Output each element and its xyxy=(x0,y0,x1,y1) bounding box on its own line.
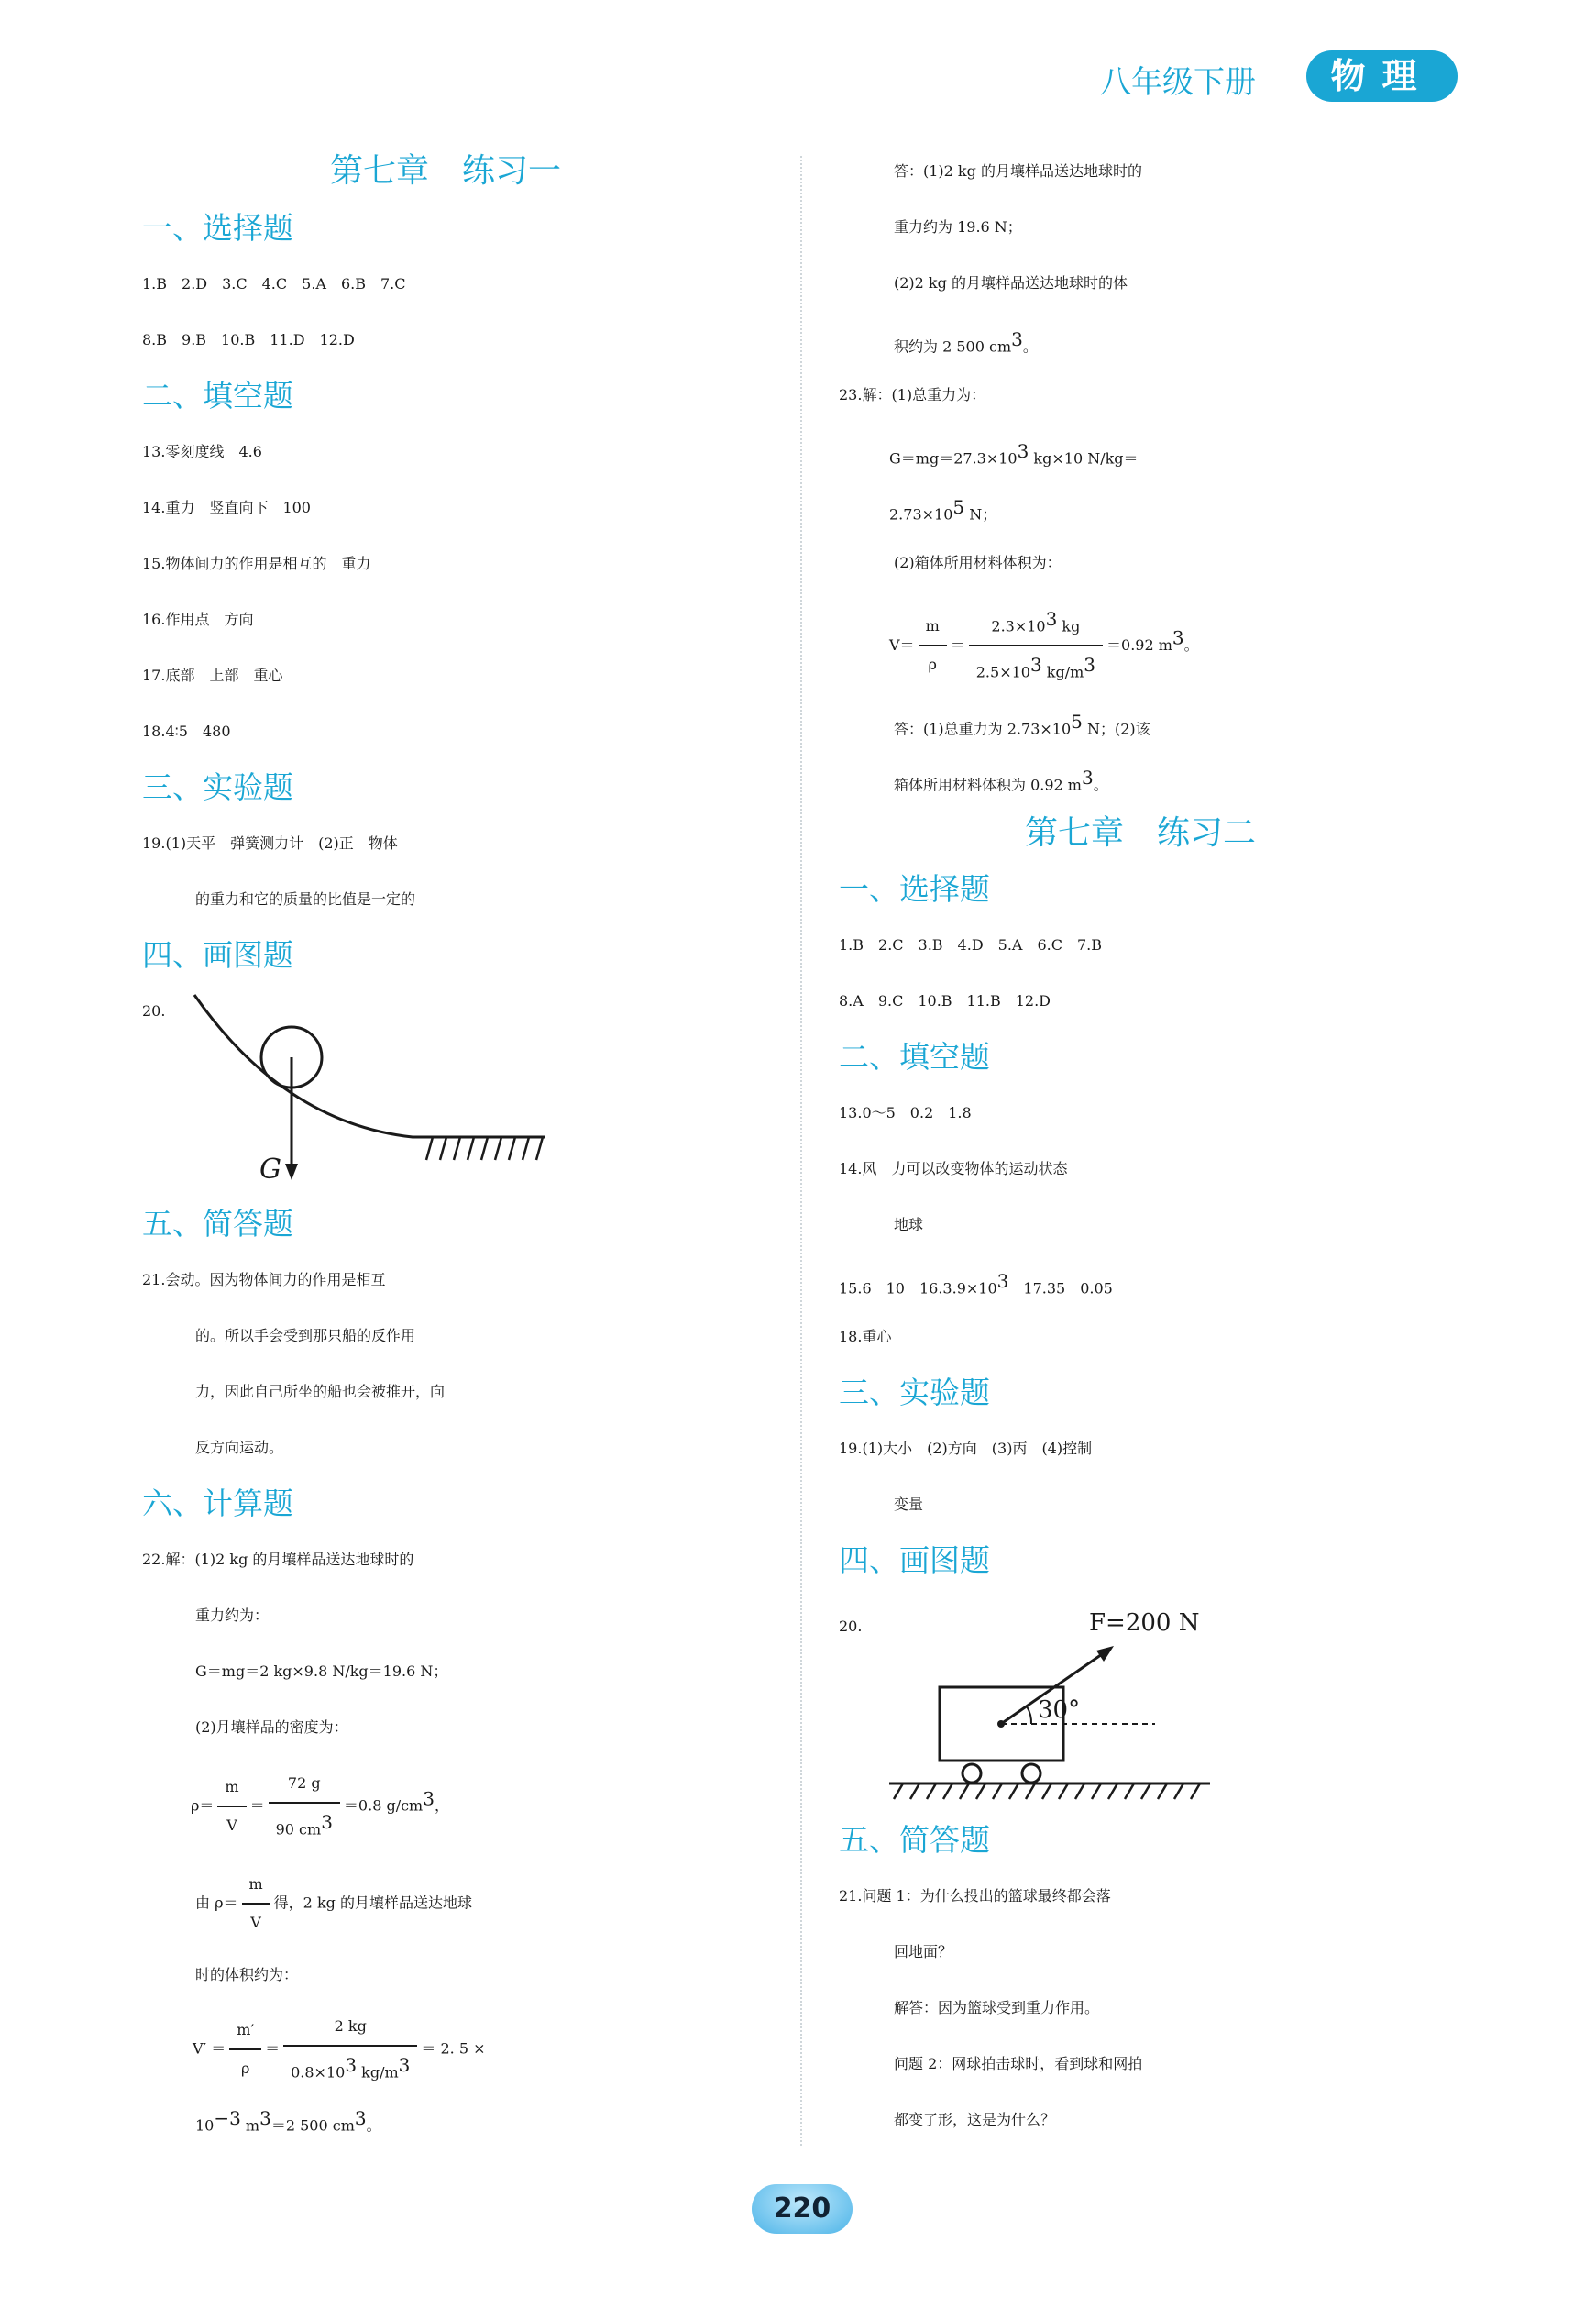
volume-formula: V′ ＝ $\frac{m'}{\rho}$ ＝ $\frac{2 kg}{0.8\times 10^3 kg/m^3}$ ＝ 2. 5 × xyxy=(193,2008,486,2091)
answer-line: 答：(1)2 kg 的月壤样品送达地球时的 xyxy=(894,162,1142,180)
gravity-label: G xyxy=(259,1154,281,1186)
answer-line: 18.重心 xyxy=(839,1328,892,1345)
answer-line: 重力约为： xyxy=(195,1607,270,1624)
answer-line: 问题 2：网球拍击球时，看到球和网拍 xyxy=(894,2055,1143,2072)
answer-line: 14.风 力可以改变物体的运动状态 xyxy=(839,1160,1068,1177)
answer-line: 1.B 2.D 3.C 4.C 5.A 6.B 7.C xyxy=(142,275,406,293)
ball-slope-diagram xyxy=(183,986,568,1197)
section-short-answer-1: 五、简答题 xyxy=(142,1206,293,1242)
answer-line: 15.物体间力的作用是相互的 重力 xyxy=(142,555,371,572)
answer-line: 18.4∶5 480 xyxy=(142,723,231,740)
answer-line: 15.6 10 $16.3.9\times 10^3$ 17.35 0.05 xyxy=(839,1270,1113,1298)
answer-line: 箱体所用材料体积为 0.92 $m^3$。 xyxy=(894,767,1108,794)
chapter-title-2: 第七章 练习二 xyxy=(1025,814,1257,852)
section-choice-2: 一、选择题 xyxy=(839,871,990,907)
chapter-title-1: 第七章 练习一 xyxy=(330,152,562,190)
answer-line: 16.作用点 方向 xyxy=(142,611,254,628)
answer-line: 13.0～5 0.2 1.8 xyxy=(839,1104,972,1121)
material-volume-formula: V＝ $\frac{m}{\rho}$ ＝ $\frac{2.3\times 10^3 kg}{2.5\times 10^3 kg/m^3}$ ＝0.92 $m^3$。 xyxy=(889,601,1199,691)
section-calculation-1: 六、计算题 xyxy=(142,1485,293,1521)
section-experiment-2: 三、实验题 xyxy=(839,1375,990,1410)
answer-line: 1.B 2.C 3.B 4.D 5.A 6.C 7.B xyxy=(839,936,1103,954)
section-short-answer-2: 五、简答题 xyxy=(839,1822,990,1858)
answer-line: 解答：因为篮球受到重力作用。 xyxy=(894,1999,1100,2016)
answer-line: 20. xyxy=(839,1618,863,1635)
answer-line: 反方向运动。 xyxy=(195,1439,284,1456)
answer-line: 21.会动。因为物体间力的作用是相互 xyxy=(142,1271,386,1288)
section-drawing-2: 四、画图题 xyxy=(839,1542,990,1578)
answer-line: 8.B 9.B 10.B 11.D 12.D xyxy=(142,331,355,348)
answer-line: 14.重力 竖直向下 100 xyxy=(142,499,311,516)
cart-force-diagram xyxy=(880,1596,1228,1806)
answer-line: 20. xyxy=(142,1002,166,1020)
answer-line: 都变了形，这是为什么？ xyxy=(894,2111,1056,2128)
answer-line: 变量 xyxy=(894,1496,924,1513)
answer-line: G＝mg＝2 kg×9.8 N/kg＝19.6 N； xyxy=(195,1662,448,1680)
section-drawing-1: 四、画图题 xyxy=(142,937,293,973)
force-label: F=200 N xyxy=(1089,1609,1200,1637)
answer-line: 17.底部 上部 重心 xyxy=(142,667,283,684)
answer-line: 回地面？ xyxy=(894,1943,953,1960)
answer-line: 重力约为 19.6 N； xyxy=(894,218,1022,236)
answer-line: 积约为 2 500 $cm^3$。 xyxy=(894,328,1038,356)
answer-line: (2)2 kg 的月壤样品送达地球时的体 xyxy=(894,274,1128,292)
answer-line: 的重力和它的质量的比值是一定的 xyxy=(195,890,416,908)
volume-result: $10^{-3}$ $m^3=2$ 500 $cm^3$。 xyxy=(195,2107,381,2135)
answer-line: 23.解：(1)总重力为： xyxy=(839,386,986,403)
volume-formula-intro: 由 ρ＝ $\frac{m}{V}$ 得，2 kg 的月壤样品送达地球 xyxy=(195,1866,472,1941)
page-number: 220 xyxy=(752,2184,853,2234)
answer-line: 地球 xyxy=(894,1216,924,1233)
answer-line: (2)月壤样品的密度为： xyxy=(195,1718,348,1736)
answer-line: $2.73\times 10^5$ N； xyxy=(889,496,997,524)
answer-line: 答：(1)总重力为 $2.73\times 10^5$ N；(2)该 xyxy=(894,711,1150,738)
section-fill-1: 二、填空题 xyxy=(142,378,293,414)
answer-line: (2)箱体所用材料体积为： xyxy=(894,554,1062,571)
section-choice-1: 一、选择题 xyxy=(142,210,293,246)
column-divider xyxy=(800,156,802,2146)
answer-line: 19.(1)天平 弹簧测力计 (2)正 物体 xyxy=(142,834,398,852)
answer-line: 的。所以手会受到那只船的反作用 xyxy=(195,1327,416,1344)
answer-line: 19.(1)大小 (2)方向 (3)丙 (4)控制 xyxy=(839,1440,1093,1457)
angle-label: 30° xyxy=(1038,1696,1081,1724)
answer-line: 8.A 9.C 10.B 11.B 12.D xyxy=(839,992,1051,1010)
answer-line: $G=mg=27.3\times 10^3$ kg×10 N/kg＝ xyxy=(889,440,1139,468)
answer-line: 22.解：(1)2 kg 的月壤样品送达地球时的 xyxy=(142,1551,414,1568)
answer-line: 21.问题 1：为什么投出的篮球最终都会落 xyxy=(839,1887,1111,1905)
answer-line: 力，因此自己所坐的船也会被推开，向 xyxy=(195,1383,446,1400)
subject-badge: 物理 xyxy=(1306,50,1458,102)
section-fill-2: 二、填空题 xyxy=(839,1039,990,1075)
answer-line: 时的体积约为： xyxy=(195,1966,299,1983)
density-formula: ρ＝ $\frac{m}{V}$ ＝ $\frac{72 g}{90 cm^3}$ ＝0.8 $g/cm^3$， xyxy=(191,1765,449,1848)
answer-line: 13.零刻度线 4.6 xyxy=(142,443,262,460)
section-experiment-1: 三、实验题 xyxy=(142,769,293,805)
grade-label: 八年级下册 xyxy=(1100,64,1256,101)
